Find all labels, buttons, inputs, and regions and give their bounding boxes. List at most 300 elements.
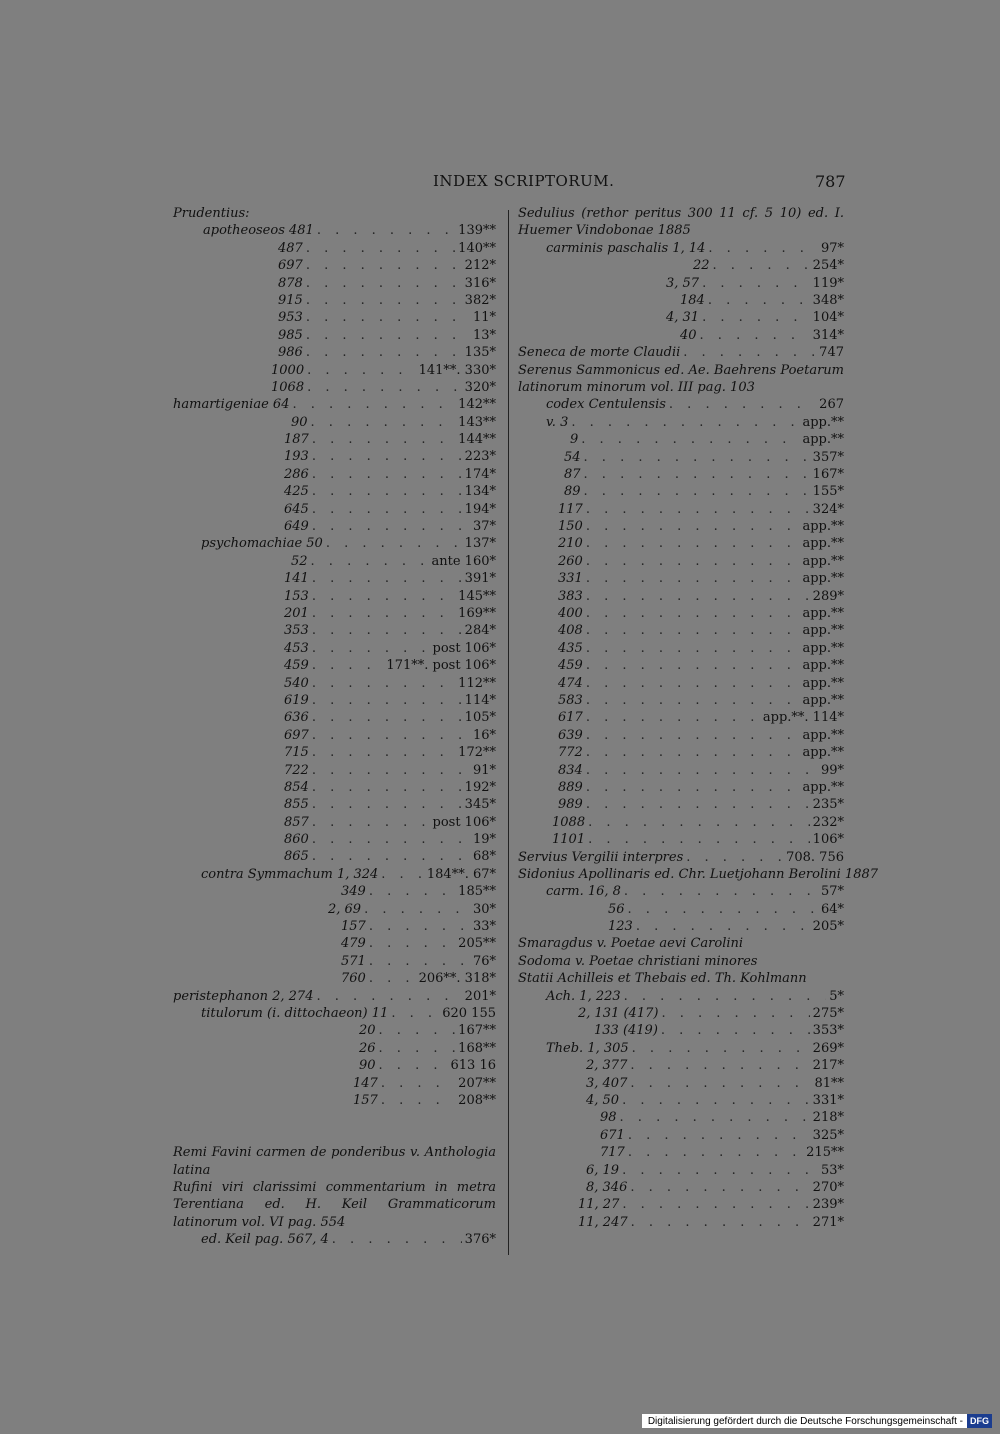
dot-leader (306, 240, 455, 257)
dot-leader (312, 814, 430, 831)
entry-page-value: post 106* (432, 814, 496, 830)
dot-leader (584, 483, 810, 500)
index-entry (518, 744, 844, 761)
entry-page-value: 391* (464, 571, 496, 587)
dot-leader (628, 901, 818, 918)
entry-page-value: 184**. 67* (426, 866, 496, 882)
index-entry (173, 431, 496, 448)
entry-reference: 90 (291, 414, 308, 430)
index-entry (518, 240, 844, 257)
entry-page-value: 218* (812, 1110, 844, 1126)
index-entry (173, 883, 496, 900)
entry-reference: 857 (284, 814, 309, 830)
dot-leader (379, 1022, 456, 1039)
entry-page-value: 144** (458, 432, 496, 448)
index-entry (173, 257, 496, 274)
digitization-footer (642, 1414, 992, 1428)
entry-page-value: app.** (802, 693, 844, 708)
index-entry (173, 588, 496, 605)
index-entry (518, 640, 844, 657)
index-entry (173, 1057, 496, 1074)
index-entry (518, 1196, 844, 1213)
dot-leader (391, 1005, 439, 1022)
index-entry (173, 501, 496, 518)
entry-page-value: 205* (812, 919, 844, 935)
dot-leader (628, 1144, 803, 1161)
dot-leader (708, 240, 818, 257)
entry-reference: 4, 50 (586, 1092, 620, 1108)
entry-page-value: app.** (802, 675, 844, 691)
entry-reference: 2, 377 (586, 1058, 628, 1074)
entry-page-value: app.** (802, 658, 844, 674)
dot-leader (631, 1214, 810, 1231)
entry-page-value: 232* (812, 814, 844, 830)
index-entry (518, 518, 844, 535)
dot-leader (622, 1162, 818, 1179)
entry-page-value: 37* (472, 519, 496, 535)
dot-leader (307, 362, 416, 379)
index-entry (518, 762, 844, 779)
entry-page-value: 140** (458, 240, 496, 256)
dfg-logo-icon: DFG (967, 1414, 992, 1428)
entry-page-value: app.** (802, 623, 844, 639)
index-entry (173, 762, 496, 779)
dot-leader (379, 1057, 448, 1074)
index-entry (173, 935, 496, 952)
entry-reference: 150 (558, 519, 583, 535)
entry-page-value: 239* (812, 1197, 844, 1213)
entry-page-value: 97* (820, 240, 844, 256)
dot-leader (312, 605, 455, 622)
entry-page-value: 172** (458, 745, 496, 761)
entry-reference: 353 (284, 623, 309, 639)
dot-leader (312, 831, 470, 848)
entry-reference: 22 (693, 258, 710, 274)
index-entry (518, 1214, 844, 1231)
index-entry (173, 622, 496, 639)
entry-page-value: 205** (458, 936, 496, 952)
dot-leader (586, 588, 810, 605)
entry-page-value: 169** (458, 605, 496, 621)
entry-reference: 855 (284, 797, 309, 813)
index-entry (173, 796, 496, 813)
entry-page-value: 269* (812, 1040, 844, 1056)
entry-reference: 3, 407 (586, 1075, 628, 1091)
index-entry (518, 692, 844, 709)
entry-reference: 986 (278, 345, 303, 361)
entry-page-value: app.** (802, 536, 844, 552)
entry-reference: 760 (341, 971, 366, 987)
entry-page-value: 64* (820, 901, 844, 917)
index-entry (173, 918, 496, 935)
index-entry (518, 466, 844, 483)
entry-reference: peristephanon 2, 274 (173, 988, 314, 1004)
index-entry (173, 1092, 496, 1109)
author-heading: Sidonius Apollinaris ed. Chr. Luetjohann Berolini 1887 (518, 866, 879, 882)
entry-reference: 583 (558, 693, 583, 708)
entry-reference: hamartigeniae 64 (173, 397, 290, 413)
dot-leader (381, 866, 424, 883)
index-entry (518, 1040, 844, 1057)
entry-reference: 425 (284, 484, 309, 500)
entry-reference: 865 (284, 849, 309, 865)
dot-leader (369, 953, 470, 970)
entry-reference: 157 (353, 1092, 378, 1108)
index-entry (518, 1109, 844, 1126)
dot-leader (584, 449, 810, 466)
entry-page-value: 106* (812, 832, 844, 848)
dot-leader (311, 414, 456, 431)
entry-page-value: 324* (812, 501, 844, 517)
index-entry (173, 414, 496, 431)
entry-page-value: 174* (464, 466, 496, 482)
entry-reference: 619 (284, 692, 309, 708)
index-entry (173, 988, 496, 1005)
entry-page-value: 314* (812, 327, 844, 343)
entry-reference: 9 (570, 432, 579, 448)
entry-reference: 90 (359, 1058, 376, 1074)
dot-leader (306, 309, 470, 326)
dot-leader (713, 257, 810, 274)
dot-leader (669, 396, 816, 413)
entry-reference: 1088 (552, 814, 586, 830)
entry-reference: 2, 131 (417) (578, 1006, 659, 1022)
entry-page-value: 155* (812, 484, 844, 500)
dot-leader (307, 379, 462, 396)
dot-leader (312, 657, 384, 674)
entry-reference: 201 (284, 605, 309, 621)
entry-reference: 3, 57 (666, 275, 700, 291)
index-entry (173, 1231, 496, 1248)
entry-reference: apotheoseos 481 (203, 223, 314, 239)
dot-leader (312, 501, 462, 518)
entry-reference: 260 (558, 553, 583, 569)
column-divider (508, 210, 509, 1255)
dot-leader (312, 431, 455, 448)
dot-leader (369, 935, 455, 952)
dot-leader (312, 727, 470, 744)
index-entry (173, 570, 496, 587)
entry-reference: 210 (558, 536, 583, 552)
entry-reference: 193 (284, 449, 309, 465)
dot-leader (312, 692, 462, 709)
entry-page-value: 345* (464, 797, 496, 813)
entry-page-value: 192* (464, 779, 496, 795)
entry-reference: 453 (284, 640, 309, 656)
index-entry (518, 814, 844, 831)
index-entry (173, 483, 496, 500)
index-entry (173, 448, 496, 465)
dot-leader (364, 901, 470, 918)
index-entry (173, 1040, 496, 1057)
dot-leader (369, 918, 470, 935)
index-entry (173, 1005, 496, 1022)
index-entry (173, 362, 496, 379)
entry-reference: 54 (564, 449, 581, 465)
dot-leader (312, 640, 430, 657)
entry-reference: 715 (284, 745, 309, 761)
index-entry (173, 309, 496, 326)
entry-reference: 184 (680, 292, 705, 308)
index-entry (173, 970, 496, 987)
entry-page-value: 357* (812, 449, 844, 465)
index-entry (518, 622, 844, 639)
dot-leader (586, 692, 800, 709)
page-number: 787 (815, 172, 846, 191)
entry-reference: 8, 346 (586, 1179, 628, 1195)
dot-leader (369, 970, 416, 987)
index-entry (173, 275, 496, 292)
entry-page-value: 620 155 (442, 1005, 496, 1021)
entry-page-value: 57* (820, 884, 844, 900)
index-entry (518, 535, 844, 552)
entry-page-value: 223* (464, 449, 496, 465)
index-entry (518, 588, 844, 605)
entry-reference: 722 (284, 762, 309, 778)
entry-reference: 889 (558, 779, 583, 795)
entry-reference: 915 (278, 292, 303, 308)
entry-page-value: 168** (458, 1040, 496, 1056)
index-entry (518, 709, 844, 726)
entry-reference: 1000 (271, 362, 305, 378)
dot-leader (700, 327, 810, 344)
entry-reference: 459 (558, 658, 583, 674)
index-entry (173, 553, 496, 570)
entry-reference: 40 (680, 327, 697, 343)
entry-page-value: 747 (819, 345, 844, 361)
dot-leader (306, 344, 462, 361)
index-entry (518, 483, 844, 500)
dot-leader (312, 779, 462, 796)
entry-page-value: 30* (472, 901, 496, 917)
dot-leader (306, 275, 462, 292)
dot-leader (381, 1092, 455, 1109)
index-entry (173, 831, 496, 848)
entry-reference: 187 (284, 432, 309, 448)
index-entry (518, 1127, 844, 1144)
index-entry (173, 866, 496, 883)
dot-leader (630, 1075, 811, 1092)
entry-page-value: app.** (802, 606, 844, 622)
entry-page-value: 5* (829, 988, 844, 1004)
entry-page-value: 270* (812, 1179, 844, 1195)
index-column-left (173, 205, 496, 1249)
entry-page-value: 215** (806, 1145, 844, 1161)
entry-reference: 1068 (271, 379, 305, 395)
entry-page-value: 201* (464, 988, 496, 1004)
entry-page-value: 284* (464, 623, 496, 639)
dot-leader (620, 1109, 810, 1126)
index-entry (173, 535, 496, 552)
entry-page-value: 142** (458, 397, 496, 413)
entry-page-value: 289* (812, 588, 844, 604)
dot-leader (586, 605, 800, 622)
index-entry (518, 570, 844, 587)
dot-leader (586, 657, 800, 674)
author-heading-block: Remi Favini carmen de ponderibus v. Anthologia latina (173, 1145, 496, 1178)
dot-leader (588, 814, 810, 831)
dot-leader (630, 1179, 809, 1196)
index-entry (518, 275, 844, 292)
index-entry (518, 831, 844, 848)
index-entry (518, 605, 844, 622)
index-entry (518, 501, 844, 518)
index-entry (518, 344, 844, 361)
entry-page-value: 167* (812, 466, 844, 482)
index-entry (518, 1022, 844, 1039)
entry-page-value: 325* (812, 1127, 844, 1143)
dot-leader (292, 396, 455, 413)
dot-leader (312, 448, 462, 465)
entry-page-value: 76* (472, 953, 496, 969)
index-entry (518, 1144, 844, 1161)
entry-page-value: 316* (464, 275, 496, 291)
dot-leader (624, 883, 818, 900)
entry-reference: 56 (608, 901, 625, 917)
dot-leader (571, 414, 799, 431)
index-entry (173, 379, 496, 396)
index-entry (518, 918, 844, 935)
entry-reference: contra Symmachum 1, 324 (201, 866, 379, 882)
entry-reference: 571 (341, 953, 366, 969)
entry-reference: Theb. 1, 305 (546, 1040, 629, 1056)
dot-leader (381, 1075, 455, 1092)
index-entry (518, 449, 844, 466)
entry-page-value: 16* (472, 727, 496, 743)
entry-page-value: app.** (802, 432, 844, 448)
index-entry (173, 901, 496, 918)
dot-leader (379, 1040, 456, 1057)
index-entry (173, 744, 496, 761)
entry-page-value: 81** (814, 1075, 844, 1091)
entry-page-value: 206**. 318* (418, 971, 496, 987)
entry-reference: 286 (284, 466, 309, 482)
entry-page-value: 171**. post 106* (386, 658, 496, 674)
dot-leader (708, 292, 810, 309)
dot-leader (586, 762, 818, 779)
entry-page-value: 139** (458, 223, 496, 239)
entry-page-value: 194* (464, 501, 496, 517)
index-entry (518, 727, 844, 744)
dot-leader (622, 1092, 810, 1109)
index-entry (173, 953, 496, 970)
entry-reference: 87 (564, 466, 581, 482)
index-entry (173, 518, 496, 535)
index-entry (173, 675, 496, 692)
entry-page-value: 19* (472, 832, 496, 848)
entry-reference: 408 (558, 623, 583, 639)
entry-reference: 717 (600, 1145, 625, 1161)
index-column-right (518, 205, 879, 1231)
entry-reference: 985 (278, 327, 303, 343)
entry-reference: 26 (359, 1040, 376, 1056)
index-entry (173, 692, 496, 709)
entry-reference: Servius Vergilii interpres (518, 849, 684, 865)
entry-reference: 878 (278, 275, 303, 291)
entry-reference: 989 (558, 797, 583, 813)
dot-leader (586, 570, 800, 587)
entry-page-value: 141**. 330* (418, 362, 496, 378)
entry-page-value: 613 16 (450, 1058, 496, 1074)
index-entry (173, 1075, 496, 1092)
dot-leader (369, 883, 455, 900)
index-entry (518, 1057, 844, 1074)
dot-leader (332, 1231, 462, 1248)
dot-leader (586, 744, 800, 761)
index-entry (173, 779, 496, 796)
dot-leader (584, 466, 810, 483)
entry-page-value: 708. 756 (786, 849, 844, 865)
dot-leader (312, 744, 455, 761)
dot-leader (312, 588, 455, 605)
entry-reference: 157 (341, 919, 366, 935)
dot-leader (586, 675, 800, 692)
entry-page-value: 212* (464, 258, 496, 274)
entry-reference: 772 (558, 745, 583, 761)
index-entry (518, 431, 844, 448)
dot-leader (312, 848, 470, 865)
dot-leader (326, 535, 462, 552)
entry-reference: 89 (564, 484, 581, 500)
dot-leader (586, 553, 800, 570)
dot-leader (316, 988, 461, 1005)
entry-page-value: 353* (812, 1023, 844, 1039)
entry-page-value: 376* (464, 1232, 496, 1248)
entry-reference: 645 (284, 501, 309, 517)
entry-reference: 133 (419) (594, 1023, 658, 1039)
entry-page-value: 208** (458, 1092, 496, 1108)
index-entry (518, 1075, 844, 1092)
index-entry (173, 657, 496, 674)
entry-reference: 435 (558, 640, 583, 656)
entry-page-value: 53* (820, 1162, 844, 1178)
dot-leader (586, 518, 800, 535)
index-entry (518, 396, 844, 413)
entry-page-value: post 106* (432, 640, 496, 656)
author-heading-block: Sedulius (rethor peritus 300 11 cf. 5 10) ed. I. Huemer Vindobonae 1885 (518, 206, 844, 239)
entry-reference: 117 (558, 501, 583, 517)
entry-reference: carminis paschalis 1, 14 (546, 240, 706, 256)
dot-leader (661, 1005, 809, 1022)
entry-page-value: 91* (472, 762, 496, 778)
entry-reference: 487 (278, 240, 303, 256)
funding-note: Digitalisierung gefördert durch die Deutsche Forschungsgemeinschaft - (647, 1415, 963, 1427)
entry-page-value: 254* (812, 258, 844, 274)
dot-leader (628, 1127, 810, 1144)
author-heading-block: Rufini viri clarissimi commentarium in metra Terentiana ed. H. Keil Grammaticorum latinorum vol. VI pag. 554 (173, 1179, 496, 1230)
index-entry (518, 292, 844, 309)
entry-reference: 153 (284, 588, 309, 604)
entry-page-value: 135* (464, 345, 496, 361)
entry-reference: v. 3 (546, 414, 569, 430)
entry-reference: 697 (278, 258, 303, 274)
dot-leader (586, 779, 800, 796)
index-entry (173, 292, 496, 309)
index-entry (518, 901, 844, 918)
author-heading: Statii Achilleis et Thebais ed. Th. Kohlmann (518, 971, 807, 987)
entry-reference: 383 (558, 588, 583, 604)
index-entry (518, 309, 844, 326)
entry-page-value: app.** (802, 571, 844, 587)
entry-page-value: 207** (458, 1075, 496, 1091)
dot-leader (312, 483, 462, 500)
index-entry (173, 327, 496, 344)
entry-reference: codex Centulensis (546, 397, 666, 413)
dot-leader (312, 570, 462, 587)
dot-leader (306, 327, 470, 344)
dot-leader (312, 622, 462, 639)
entry-page-value: 68* (472, 849, 496, 865)
